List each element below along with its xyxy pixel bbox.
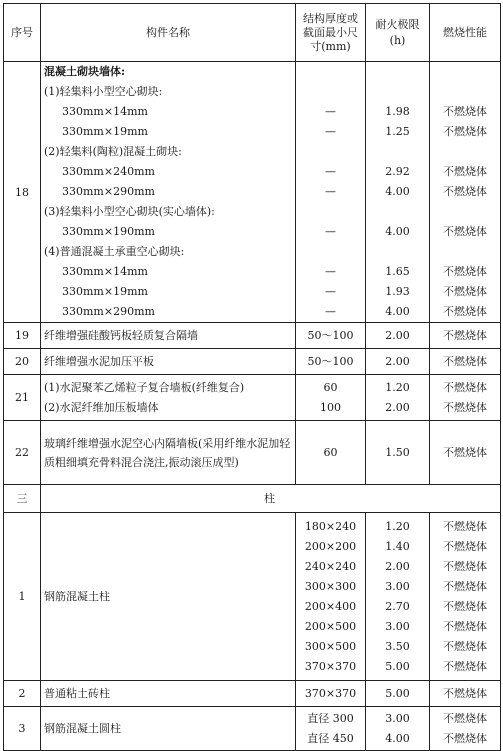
- table-row-21: [4, 375, 501, 421]
- row18-line-limit: 1.25: [385, 125, 410, 138]
- col1-line-dim: 370×370: [304, 659, 357, 673]
- col1-line-comb: 不燃烧体: [443, 639, 487, 653]
- header-name: 构件名称: [41, 4, 296, 62]
- row-index: 20: [4, 349, 41, 375]
- row-limit-cell: [366, 375, 430, 421]
- col1-line-comb: 不燃烧体: [443, 619, 487, 633]
- row-limit: 1.50: [366, 421, 430, 485]
- header-combustibility: 燃烧性能: [430, 4, 501, 62]
- row-name: 纤维增强硅酸钙板轻质复合隔墙: [41, 323, 296, 349]
- col3-line-1-dim: 直径 300: [307, 711, 354, 725]
- col1-line-dim: 300×300: [304, 579, 357, 593]
- col3-line-2-limit: 4.00: [385, 731, 410, 745]
- col3-line-2-comb: 不燃烧体: [443, 731, 487, 745]
- col1-line-comb: 不燃烧体: [443, 539, 487, 553]
- row-name: 普通粘土砖柱: [41, 681, 296, 707]
- row-index: 19: [4, 323, 41, 349]
- col3-line-2-dim: 直径 450: [307, 731, 354, 745]
- row18-line-name: (3)轻集料小型空心砌块(实心墙体):: [44, 205, 215, 218]
- row-dimension-cell: [296, 513, 366, 681]
- row18-line-comb: 不燃烧体: [443, 185, 487, 198]
- row18-line-dim: —: [325, 105, 336, 118]
- row21-line-1-name: (1)水泥聚苯乙烯粒子复合墙板(纤维复合): [44, 380, 245, 394]
- row-limit-cell: [366, 513, 430, 681]
- row18-line-limit: [369, 82, 426, 102]
- table-row-col-2: [4, 681, 501, 707]
- row18-line-dim: [299, 202, 362, 222]
- row21-line-1-limit: 1.20: [385, 380, 410, 394]
- row-combustibility: 不燃烧体: [430, 681, 501, 707]
- row18-line-dim: —: [325, 165, 336, 178]
- section-title: 柱: [41, 485, 501, 513]
- row-index: 22: [4, 421, 41, 485]
- row18-line-comb: [433, 202, 497, 222]
- row18-title: 混凝土砌块墙体:: [44, 65, 126, 78]
- row18-line-limit: 4.00: [385, 225, 410, 238]
- row21-line-2-dim: 100: [320, 400, 341, 414]
- row-name: 钢筋混凝土圆柱: [41, 707, 296, 751]
- row18-line-dim: —: [325, 305, 336, 318]
- header-row: [4, 4, 501, 62]
- col1-line-limit: 3.00: [385, 579, 410, 593]
- row-name: 钢筋混凝土柱: [41, 513, 296, 681]
- row18-line-comb: 不燃烧体: [443, 165, 487, 178]
- table-row-col-1: [4, 513, 501, 681]
- row18-line-dim: —: [325, 285, 336, 298]
- row-index: 1: [4, 513, 41, 681]
- col1-line-limit: 5.00: [385, 659, 410, 673]
- row-index: 21: [4, 375, 41, 421]
- row18-line-limit: 2.92: [385, 165, 410, 178]
- row18-line-name: 330mm×290mm: [62, 185, 155, 198]
- row-dimension: 60: [296, 421, 366, 485]
- row21-line-2-name: (2)水泥纤维加压板墙体: [44, 400, 159, 414]
- col1-line-comb: 不燃烧体: [443, 559, 487, 573]
- row21-line-1-comb: 不燃烧体: [443, 380, 487, 394]
- row21-line-2-limit: 2.00: [385, 400, 410, 414]
- col1-line-dim: 300×500: [304, 639, 357, 653]
- row18-line-name: 330mm×290mm: [62, 305, 155, 318]
- row-dimension: 50～100: [296, 323, 366, 349]
- table-row-18: [4, 62, 501, 323]
- row18-line-limit: 4.00: [385, 305, 410, 318]
- col1-line-dim: 240×240: [304, 559, 357, 573]
- row-combustibility: 不燃烧体: [430, 349, 501, 375]
- row-limit: 5.00: [366, 681, 430, 707]
- row18-line-comb: 不燃烧体: [443, 125, 487, 138]
- row-combustibility: 不燃烧体: [430, 323, 501, 349]
- col1-limit-lines: [369, 517, 426, 677]
- col1-line-comb: 不燃烧体: [443, 519, 487, 533]
- row21-line-2-comb: 不燃烧体: [443, 400, 487, 414]
- col1-line-dim: 200×200: [304, 539, 357, 553]
- row18-line-name: 330mm×19mm: [62, 125, 148, 138]
- row18-dim-lines: [299, 62, 362, 322]
- col1-line-comb: 不燃烧体: [443, 579, 487, 593]
- col1-line-limit: 1.20: [385, 519, 410, 533]
- row18-line-limit: [369, 242, 426, 262]
- col1-line-limit: 2.70: [385, 599, 410, 613]
- row18-line-name: (2)轻集料(陶粒)混凝土砌块:: [44, 145, 182, 158]
- row18-line-limit: 1.93: [385, 285, 410, 298]
- row18-name-lines: [44, 62, 292, 322]
- row18-line-dim: —: [325, 225, 336, 238]
- fire-resistance-table: [3, 3, 501, 751]
- row18-line-comb: 不燃烧体: [443, 105, 487, 118]
- col1-line-dim: 180×240: [304, 519, 357, 533]
- table-row-19: [4, 323, 501, 349]
- col1-line-comb: 不燃烧体: [443, 659, 487, 673]
- row18-line-dim: [299, 242, 362, 262]
- row18-line-dim: —: [325, 185, 336, 198]
- header-index: 序号: [4, 4, 41, 62]
- row-index: 2: [4, 681, 41, 707]
- row18-line-comb: 不燃烧体: [443, 265, 487, 278]
- section-index: 三: [4, 485, 41, 513]
- row18-line-dim: [299, 82, 362, 102]
- row21-line-1-dim: 60: [323, 380, 338, 394]
- row18-line-name: 330mm×14mm: [62, 265, 148, 278]
- row-combustibility-cell: [430, 375, 501, 421]
- row18-line-name: 330mm×190mm: [62, 225, 155, 238]
- row18-line-limit: [369, 202, 426, 222]
- col1-line-dim: 200×400: [304, 599, 357, 613]
- row18-line-name: (1)轻集料小型空心砌块:: [44, 85, 163, 98]
- row-index: 3: [4, 707, 41, 751]
- header-limit: 耐火极限(h): [366, 4, 430, 62]
- header-dimension: 结构厚度或截面最小尺寸(mm): [296, 4, 366, 62]
- col1-comb-lines: [433, 517, 497, 677]
- row18-line-name: 330mm×19mm: [62, 285, 148, 298]
- row18-limit-lines: [369, 62, 426, 322]
- row18-comb-lines: [433, 62, 497, 322]
- row-limit: 2.00: [366, 349, 430, 375]
- row-dimension: 370×370: [296, 681, 366, 707]
- row18-line-limit: [369, 142, 426, 162]
- col1-line-limit: 3.50: [385, 639, 410, 653]
- col1-line-limit: 1.40: [385, 539, 410, 553]
- row-limit-cell: [366, 62, 430, 323]
- row-dimension-cell: [296, 62, 366, 323]
- col3-line-1-comb: 不燃烧体: [443, 711, 487, 725]
- row18-line-name: 330mm×240mm: [62, 165, 155, 178]
- table-row-22: [4, 421, 501, 485]
- row18-line-name: 330mm×14mm: [62, 105, 148, 118]
- row18-line-comb: 不燃烧体: [443, 285, 487, 298]
- col1-line-limit: 3.00: [385, 619, 410, 633]
- row-name-cell: [41, 375, 296, 421]
- col3-line-1-limit: 3.00: [385, 711, 410, 725]
- row18-line-comb: 不燃烧体: [443, 225, 487, 238]
- col1-line-limit: 2.00: [385, 559, 410, 573]
- row-dimension-cell: [296, 375, 366, 421]
- row18-line-comb: 不燃烧体: [443, 305, 487, 318]
- row18-line-limit: 1.65: [385, 265, 410, 278]
- row18-line-dim: [299, 142, 362, 162]
- row18-line-comb: [433, 142, 497, 162]
- row18-line-comb: [433, 242, 497, 262]
- row-combustibility-cell: [430, 513, 501, 681]
- row-combustibility: 不燃烧体: [430, 421, 501, 485]
- col1-line-dim: 200×500: [304, 619, 357, 633]
- row18-line-dim: —: [325, 265, 336, 278]
- row-name: 纤维增强水泥加压平板: [41, 349, 296, 375]
- row18-line-limit: 1.98: [385, 105, 410, 118]
- row-name: 玻璃纤维增强水泥空心内隔墙板(采用纤维水泥加轻质粗细填充骨料混合浇注,振动滚压成型): [41, 421, 296, 485]
- row-index: 18: [4, 62, 41, 323]
- section-row-columns: [4, 485, 501, 513]
- row18-line-name: (4)普通混凝土承重空心砌块:: [44, 245, 185, 258]
- row18-line-comb: [433, 82, 497, 102]
- row18-line-limit: 4.00: [385, 185, 410, 198]
- row-dimension: 50～100: [296, 349, 366, 375]
- col1-line-comb: 不燃烧体: [443, 599, 487, 613]
- row18-line-dim: —: [325, 125, 336, 138]
- row-limit: 2.00: [366, 323, 430, 349]
- row21-name-lines: [44, 378, 292, 418]
- row-combustibility-cell: [430, 62, 501, 323]
- row-name-cell: [41, 62, 296, 323]
- table-row-20: [4, 349, 501, 375]
- col1-dim-lines: [299, 517, 362, 677]
